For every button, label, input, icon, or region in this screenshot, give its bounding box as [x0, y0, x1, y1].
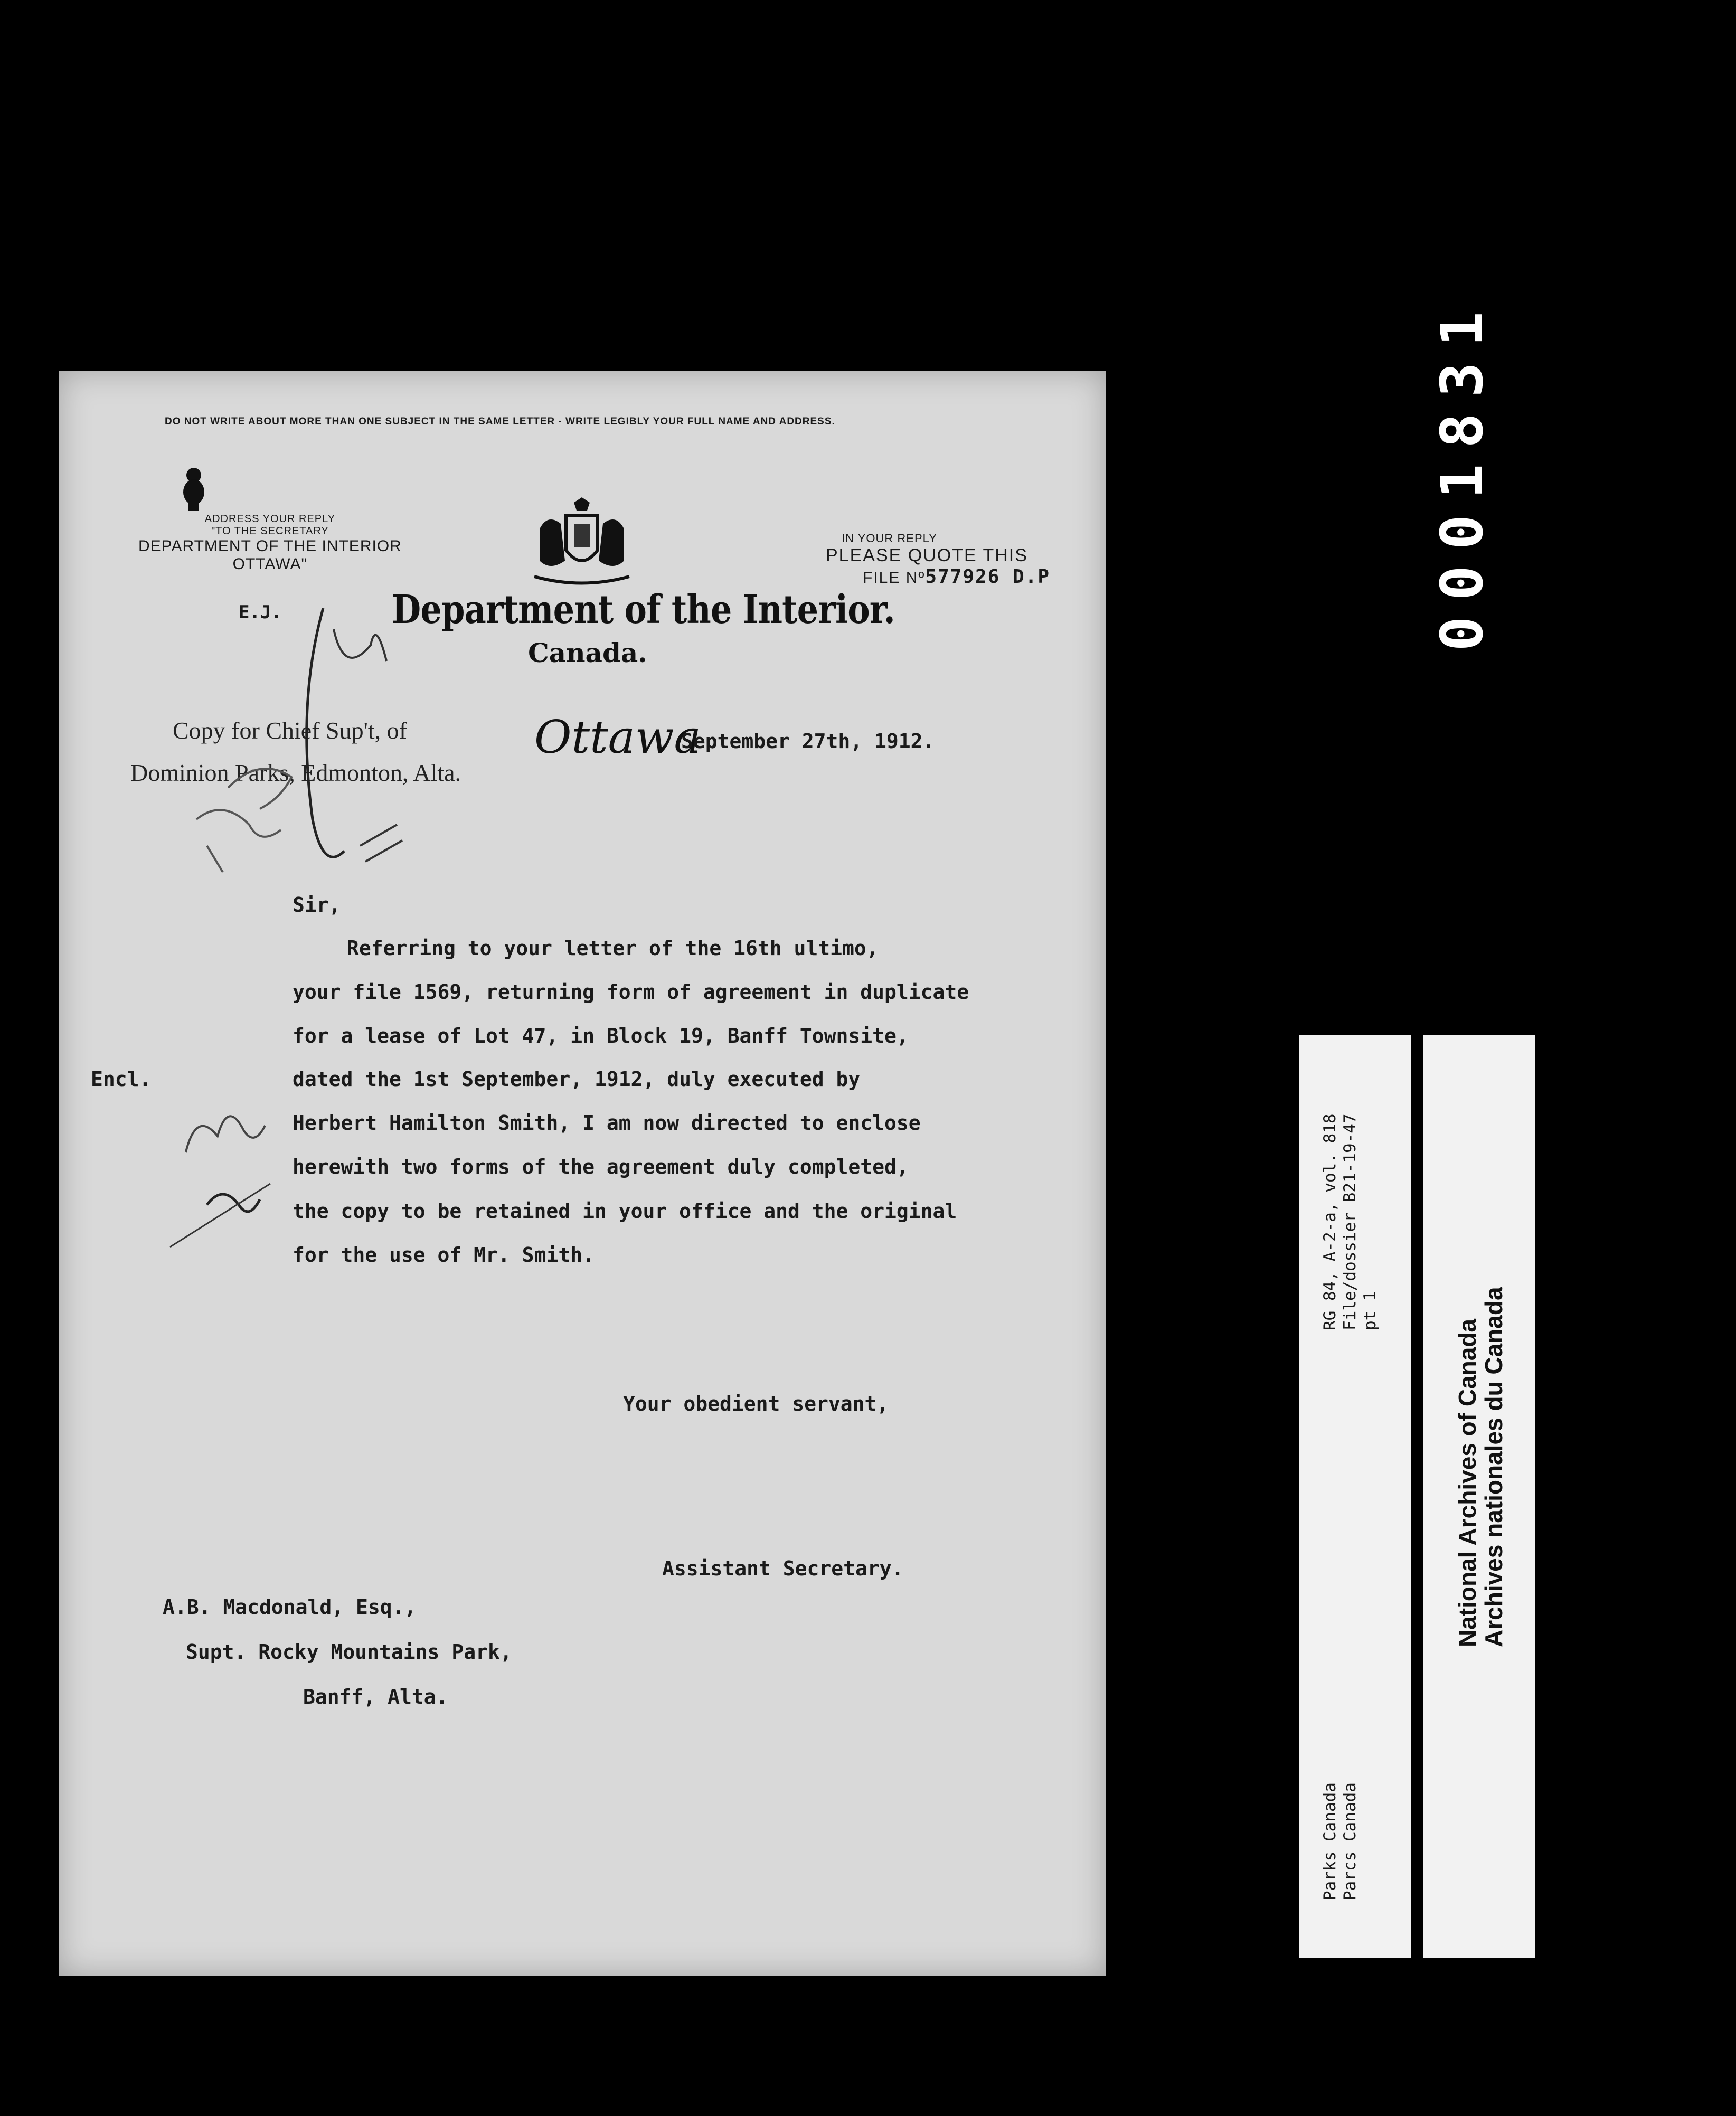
film-frame-number: 0001831 [1428, 296, 1496, 651]
reference-line-3: pt 1 [1361, 1291, 1380, 1330]
reference-line-1: RG 84, A-2-a, vol. 818 [1320, 1113, 1339, 1330]
archive-reference-label [1299, 1035, 1411, 1958]
place-script: Ottawa [534, 711, 701, 764]
salutation: Sir, [293, 893, 341, 917]
department-title: Department of the Interior. [392, 587, 895, 632]
to-the-secretary-label: "TO THE SECRETARY [211, 525, 329, 537]
agency-line-1: Parks Canada [1320, 1782, 1339, 1901]
file-no-value: 577926 D.P [925, 566, 1051, 588]
archive-reference-text [1320, 1113, 1380, 1330]
copy-notation-line2: Dominion Parks, Edmonton, Alta. [130, 759, 461, 786]
letter-sheet [59, 371, 1106, 1976]
agency-text [1320, 1782, 1360, 1901]
address-reply-block [138, 513, 402, 573]
body-line-1: Referring to your letter of the 16th ultimo, [347, 937, 879, 960]
handwritten-marginal-notes [122, 598, 450, 904]
archive-line-english: National Archives of Canada [1454, 1318, 1481, 1647]
addressee-line-1: A.B. Macdonald, Esq., [163, 1595, 417, 1619]
beaver-emblem-icon [175, 466, 212, 513]
address-your-reply-label: ADDRESS YOUR REPLY [204, 513, 336, 525]
enclosure-label: Encl. [91, 1068, 152, 1091]
in-your-reply-label: IN YOUR REPLY [842, 532, 937, 545]
closing: Your obedient servant, [623, 1392, 889, 1415]
reference-line-2: File/dossier B21-19-47 [1341, 1113, 1360, 1330]
body-line-3: for a lease of Lot 47, in Block 19, Banff Townsite, [293, 1024, 909, 1047]
body-line-4: dated the 1st September, 1912, duly executed by [293, 1068, 861, 1091]
letter-date: September 27th, 1912. [681, 730, 935, 753]
archive-name-label [1423, 1035, 1535, 1958]
department-subtitle: Canada. [528, 637, 647, 668]
file-no-label: FILE Nº [863, 569, 926, 587]
addressee-line-3: Banff, Alta. [303, 1685, 448, 1708]
body-line-8: for the use of Mr. Smith. [293, 1243, 595, 1267]
body-line-5: Herbert Hamilton Smith, I am now directed to enclose [293, 1111, 921, 1135]
department-address-line: DEPARTMENT OF THE INTERIOR [138, 537, 402, 555]
letterhead-warning: DO NOT WRITE ABOUT MORE THAN ONE SUBJECT IN THE SAME LETTER - WRITE LEGIBLY YOUR FULL NAME AND ADDRESS. [165, 416, 835, 427]
please-quote-label: PLEASE QUOTE THIS [826, 545, 1028, 565]
body-line-6: herewith two forms of the agreement duly completed, [293, 1155, 909, 1178]
file-reference-block [826, 532, 1050, 588]
body-line-2: your file 1569, returning form of agreement in duplicate [293, 980, 969, 1004]
marginal-initials-scribble [165, 1078, 276, 1252]
signature-title: Assistant Secretary. [662, 1557, 904, 1580]
archive-line-french: Archives nationales du Canada [1480, 1287, 1507, 1647]
copy-notation-line1: Copy for Chief Sup't, of [173, 717, 407, 744]
archive-name-text [1454, 1287, 1507, 1647]
addressee-line-2: Supt. Rocky Mountains Park, [186, 1640, 512, 1664]
ottawa-address-line: OTTAWA" [232, 555, 308, 573]
body-line-7: the copy to be retained in your office and the original [293, 1199, 957, 1223]
agency-line-2: Parcs Canada [1341, 1782, 1360, 1901]
coat-of-arms-icon [524, 497, 640, 592]
clerk-initials: E.J. [239, 602, 282, 623]
